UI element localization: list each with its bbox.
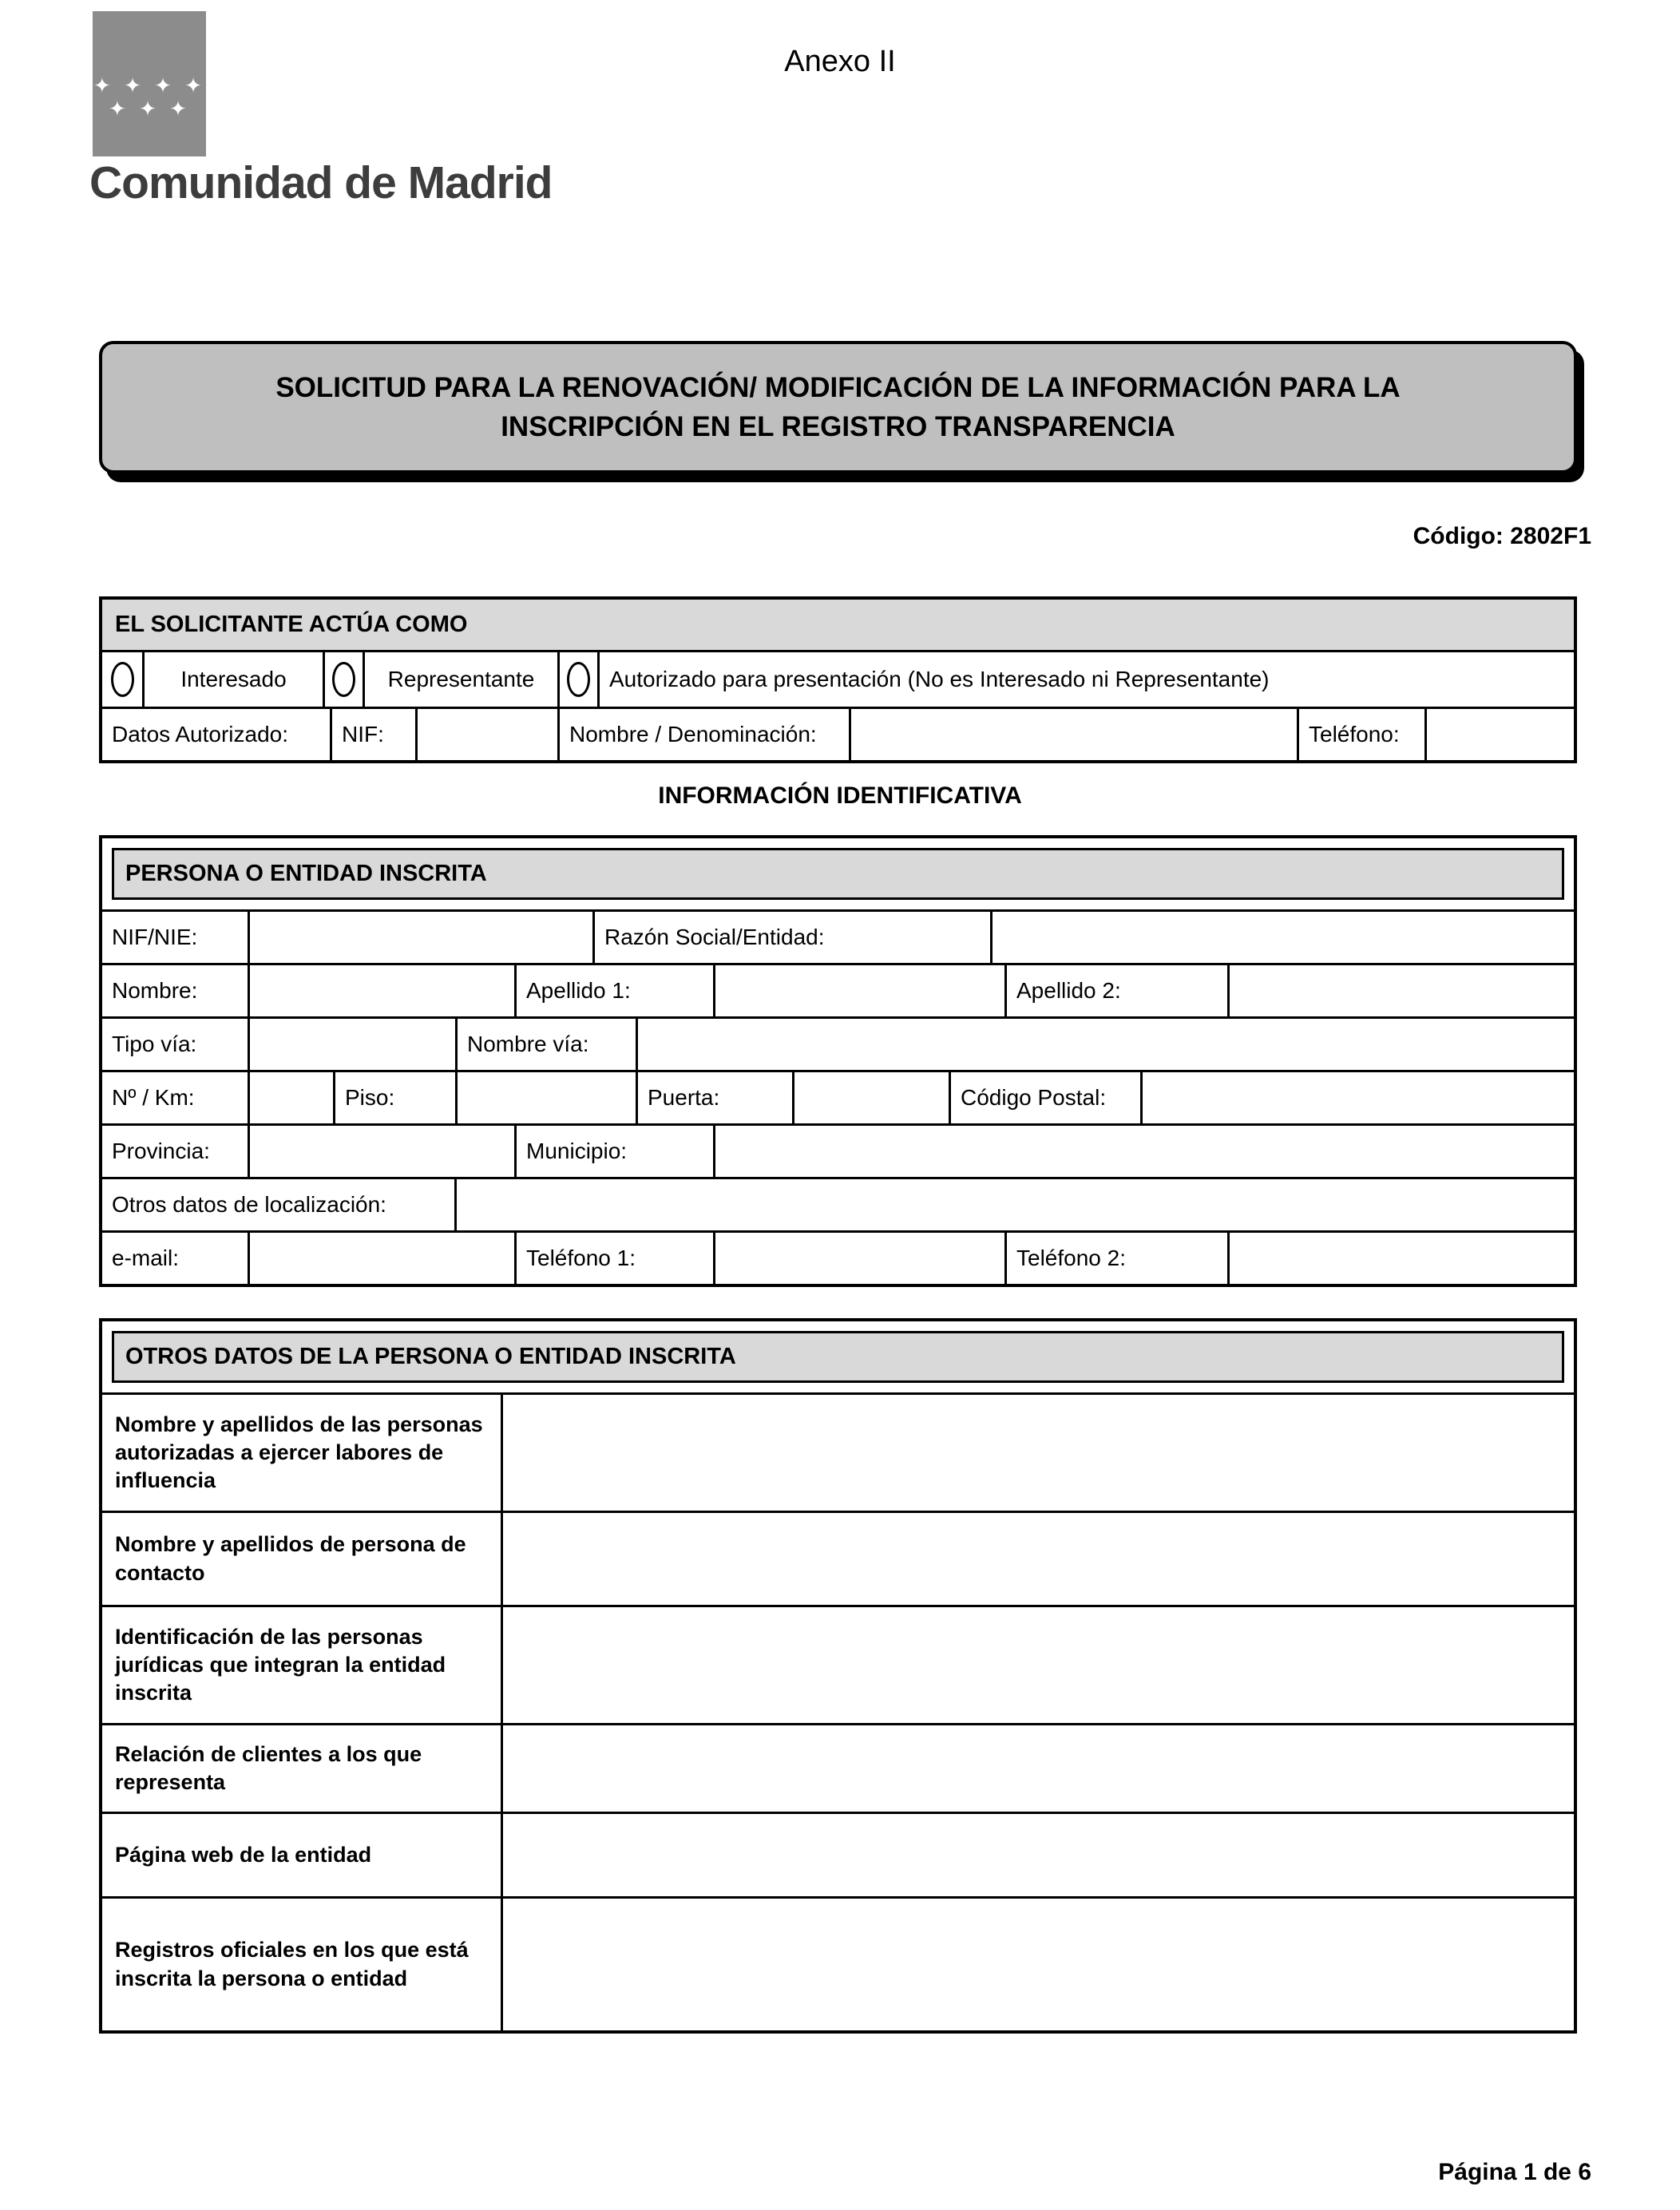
razon-social-label: Razón Social/Entidad: (592, 912, 990, 963)
apellido1-label: Apellido 1: (514, 965, 713, 1016)
otros-datos-header: OTROS DATOS DE LA PERSONA O ENTIDAD INSCRITA (112, 1331, 1564, 1383)
madrid-stars-icon: ✦ ✦ ✦ ✦ (93, 73, 205, 98)
logo-wordmark: Comunidad de Madrid (89, 157, 553, 208)
datos-telefono-input[interactable] (1424, 709, 1574, 760)
codigo-postal-input[interactable] (1140, 1072, 1574, 1123)
annex-label: Anexo II (784, 45, 896, 78)
datos-telefono-label: Teléfono: (1297, 709, 1424, 760)
municipio-input[interactable] (713, 1126, 1574, 1177)
codigo-postal-label: Código Postal: (949, 1072, 1140, 1123)
num-km-label: Nº / Km: (112, 1085, 195, 1110)
pagina-web-input[interactable] (503, 1814, 1574, 1896)
personas-juridicas-label: Identificación de las personas jurídicas que integran la entidad inscrita (102, 1607, 503, 1723)
madrid-stars-icon: ✦ ✦ ✦ (109, 97, 190, 121)
persona-row-nif (102, 909, 1574, 963)
otros-row-clientes (102, 1723, 1574, 1812)
apellido1-input[interactable] (713, 965, 1004, 1016)
nif-nie-input[interactable] (248, 912, 592, 963)
solicitante-section (99, 596, 1577, 763)
puerta-input[interactable] (792, 1072, 949, 1123)
nombre-via-input[interactable] (636, 1019, 1574, 1070)
persona-row-otros-localizacion (102, 1177, 1574, 1230)
otros-localizacion-label: Otros datos de localización: (112, 1192, 386, 1217)
solicitante-options-row (102, 652, 1574, 707)
telefono1-input[interactable] (713, 1233, 1004, 1284)
form-title-box (99, 341, 1577, 473)
radio-circle-icon (567, 662, 590, 697)
clientes-input[interactable] (503, 1725, 1574, 1812)
option-label-representante: Representante (363, 652, 557, 707)
nombre-label: Nombre: (112, 978, 198, 1003)
nif-nie-label: NIF/NIE: (112, 925, 198, 949)
razon-social-input[interactable] (990, 912, 1574, 963)
telefono2-input[interactable] (1227, 1233, 1574, 1284)
option-label-interesado: Interesado (142, 652, 323, 707)
personas-autorizadas-label: Nombre y apellidos de las personas autorizadas a ejercer labores de influencia (102, 1395, 503, 1511)
persona-entidad-header: PERSONA O ENTIDAD INSCRITA (112, 848, 1564, 900)
registros-oficiales-input[interactable] (503, 1899, 1574, 2030)
apellido2-input[interactable] (1227, 965, 1574, 1016)
personas-juridicas-input[interactable] (503, 1607, 1574, 1723)
page-number: Página 1 de 6 (1438, 2159, 1591, 2185)
provincia-label: Provincia: (112, 1139, 210, 1163)
num-km-input[interactable] (248, 1072, 333, 1123)
option-label-autorizado: Autorizado para presentación (No es Interesado ni Representante) (597, 652, 1574, 707)
otros-row-registros-oficiales (102, 1896, 1574, 2030)
apellido2-label: Apellido 2: (1004, 965, 1227, 1016)
datos-nif-input[interactable] (415, 709, 557, 760)
nombre-via-label: Nombre vía: (455, 1019, 636, 1070)
otros-localizacion-input[interactable] (454, 1179, 1574, 1230)
piso-label: Piso: (333, 1072, 455, 1123)
persona-row-nombre (102, 963, 1574, 1016)
datos-nombre-label: Nombre / Denominación: (557, 709, 849, 760)
form-title-line2: INSCRIPCIÓN EN EL REGISTRO TRANSPARENCIA (501, 411, 1175, 442)
comunidad-madrid-flag-logo (93, 11, 206, 156)
nombre-input[interactable] (248, 965, 514, 1016)
persona-entidad-section (99, 835, 1577, 1287)
radio-interesado[interactable] (102, 652, 142, 707)
telefono1-label: Teléfono 1: (514, 1233, 713, 1284)
persona-row-via (102, 1016, 1574, 1070)
persona-contacto-input[interactable] (503, 1513, 1574, 1605)
personas-autorizadas-input[interactable] (503, 1395, 1574, 1511)
provincia-input[interactable] (248, 1126, 514, 1177)
form-code: Código: 2802F1 (1413, 523, 1591, 549)
registros-oficiales-label: Registros oficiales en los que está inscrita la persona o entidad (102, 1899, 503, 2030)
solicitante-header: EL SOLICITANTE ACTÚA COMO (102, 600, 1574, 652)
datos-autorizado-label: Datos Autorizado: (112, 722, 289, 747)
datos-nombre-input[interactable] (849, 709, 1297, 760)
otros-row-personas-autorizadas (102, 1392, 1574, 1511)
pagina-web-label: Página web de la entidad (102, 1814, 503, 1896)
persona-row-provincia (102, 1123, 1574, 1177)
otros-row-persona-contacto (102, 1511, 1574, 1605)
radio-circle-icon (111, 662, 134, 697)
email-label: e-mail: (112, 1246, 180, 1270)
email-input[interactable] (248, 1233, 514, 1284)
datos-nif-label: NIF: (330, 709, 415, 760)
otros-row-personas-juridicas (102, 1605, 1574, 1723)
otros-datos-section (99, 1318, 1577, 2034)
datos-autorizado-row (102, 707, 1574, 760)
persona-row-contacto (102, 1230, 1574, 1284)
municipio-label: Municipio: (514, 1126, 713, 1177)
telefono2-label: Teléfono 2: (1004, 1233, 1227, 1284)
piso-input[interactable] (455, 1072, 636, 1123)
otros-row-pagina-web (102, 1812, 1574, 1896)
clientes-label: Relación de clientes a los que representa (102, 1725, 503, 1812)
form-title-line1: SOLICITUD PARA LA RENOVACIÓN/ MODIFICACIÓN DE LA INFORMACIÓN PARA LA (275, 372, 1401, 403)
radio-circle-icon (332, 662, 355, 697)
persona-contacto-label: Nombre y apellidos de persona de contacto (102, 1513, 503, 1605)
persona-row-numero (102, 1070, 1574, 1123)
puerta-label: Puerta: (636, 1072, 792, 1123)
informacion-identificativa-heading: INFORMACIÓN IDENTIFICATIVA (658, 782, 1022, 809)
tipo-via-input[interactable] (248, 1019, 455, 1070)
tipo-via-label: Tipo vía: (112, 1032, 197, 1056)
radio-autorizado[interactable] (557, 652, 597, 707)
radio-representante[interactable] (323, 652, 363, 707)
